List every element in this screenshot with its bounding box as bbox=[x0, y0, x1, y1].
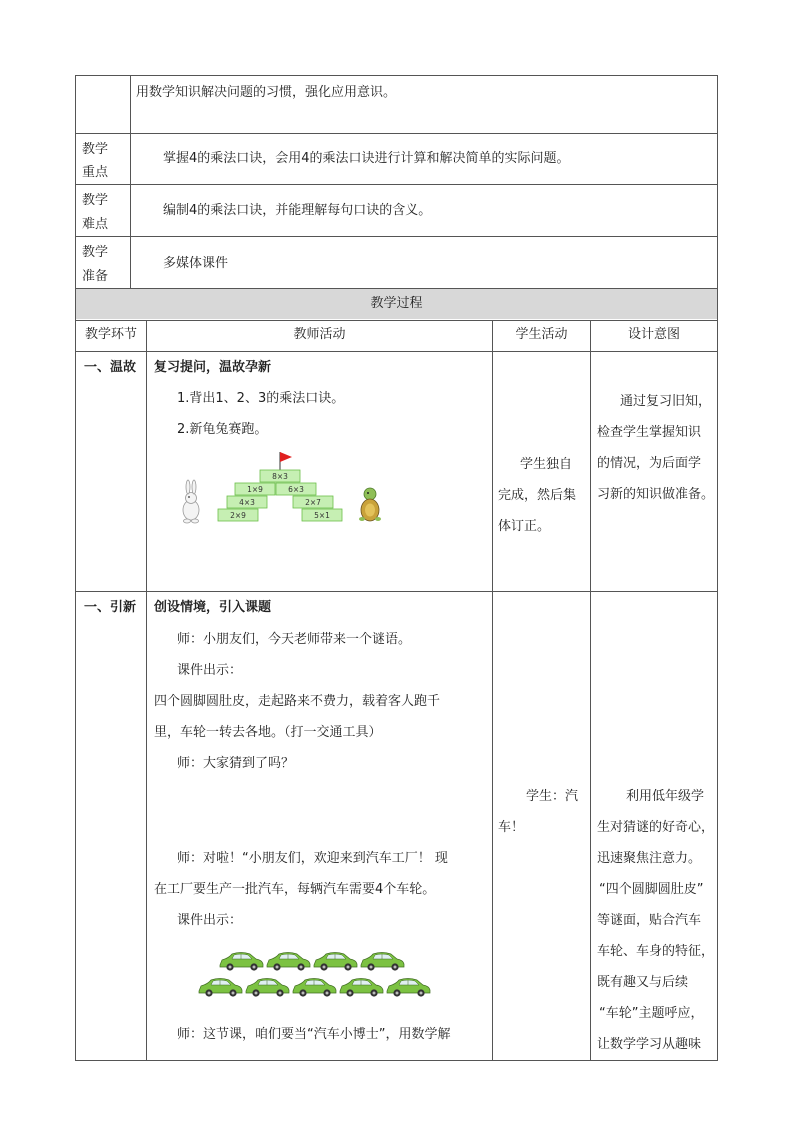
grid-line bbox=[75, 184, 718, 185]
section1-student-2: 完成，然后集 bbox=[498, 488, 577, 503]
turtle-icon bbox=[359, 488, 381, 521]
section2-student-2: 车！ bbox=[498, 820, 525, 835]
section1-title: 复习提问，温故孕新 bbox=[154, 360, 272, 375]
section1-intent-1: 通过复习旧知， bbox=[620, 394, 712, 409]
col-header-stage: 教学环节 bbox=[84, 327, 137, 342]
section1-item-2: 2.新龟兔赛跑。 bbox=[177, 422, 268, 437]
grid-line bbox=[75, 1060, 718, 1061]
difficulties-text: 编制4的乘法口诀，并能理解每句口诀的含义。 bbox=[163, 203, 432, 218]
pyramid-label: 4×3 bbox=[239, 498, 255, 507]
car-icon bbox=[199, 979, 242, 997]
pyramid-label: 5×1 bbox=[314, 511, 330, 520]
section2-intent-7: 既有趣又与后续 bbox=[597, 975, 689, 990]
section2-intent-5: 等谜面，贴合汽车 bbox=[597, 913, 702, 928]
difficulties-label-2: 难点 bbox=[82, 217, 109, 232]
section2-line-3: 四个圆脚圆肚皮，走起路来不费力，载着客人跑千 bbox=[154, 694, 441, 709]
grid-line bbox=[492, 320, 493, 1061]
car-icon bbox=[340, 979, 383, 997]
section1-student-3: 体订正。 bbox=[498, 519, 551, 534]
preparation-text: 多媒体课件 bbox=[163, 256, 229, 271]
flag-icon bbox=[280, 452, 292, 462]
preparation-label-1: 教学 bbox=[82, 245, 109, 260]
section1-item-1: 1.背出1、2、3的乘法口诀。 bbox=[177, 391, 345, 406]
col-header-intent: 设计意图 bbox=[627, 327, 680, 342]
car-icon bbox=[293, 979, 336, 997]
key-points-label-1: 教学 bbox=[82, 142, 109, 157]
section2-line-5: 师：大家猜到了吗？ bbox=[177, 756, 295, 771]
pyramid-label: 2×9 bbox=[230, 511, 246, 520]
grid-line bbox=[717, 75, 718, 1061]
difficulties-label-1: 教学 bbox=[82, 193, 109, 208]
section2-intent-6: 车轮、车身的特征， bbox=[597, 944, 715, 959]
race-diagram bbox=[176, 448, 392, 528]
section1-intent-2: 检查学生掌握知识 bbox=[597, 425, 702, 440]
rabbit-icon bbox=[183, 480, 199, 523]
section2-intent-4: “四个圆脚圆肚皮” bbox=[599, 882, 704, 897]
section2-intent-1: 利用低年级学 bbox=[626, 789, 705, 804]
section2-intent-3: 迅速聚焦注意力。 bbox=[597, 851, 702, 866]
section2-stage: 一、引新 bbox=[84, 600, 137, 615]
grid-line bbox=[146, 320, 147, 1061]
car-icon bbox=[314, 953, 357, 971]
col-header-teacher: 教师活动 bbox=[293, 327, 346, 342]
col-header-student: 学生活动 bbox=[515, 327, 568, 342]
car-icon bbox=[361, 953, 404, 971]
pyramid-label: 8×3 bbox=[272, 472, 288, 481]
grid-line bbox=[75, 75, 76, 1061]
section2-intent-2: 生对猜谜的好奇心， bbox=[597, 820, 715, 835]
section2-line-7: 在工厂要生产一批汽车，每辆汽车需要4个车轮。 bbox=[154, 882, 436, 897]
grid-line bbox=[75, 591, 718, 592]
section2-intent-9: 让数学学习从趣味 bbox=[597, 1037, 702, 1052]
grid-line bbox=[75, 236, 718, 237]
car-icon bbox=[246, 979, 289, 997]
section2-line-1: 师：小朋友们，今天老师带来一个谜语。 bbox=[177, 632, 412, 647]
key-points-text: 掌握4的乘法口诀，会用4的乘法口诀进行计算和解决简单的实际问题。 bbox=[163, 151, 570, 166]
multiplication-pyramid bbox=[218, 470, 342, 521]
grid-line bbox=[590, 320, 591, 1061]
section1-student-1: 学生独自 bbox=[520, 457, 573, 472]
car-icon bbox=[267, 953, 310, 971]
grid-line bbox=[130, 75, 131, 288]
key-points-label-2: 重点 bbox=[82, 165, 109, 180]
grid-line bbox=[75, 351, 718, 352]
pyramid-label: 1×9 bbox=[247, 485, 263, 494]
section2-title: 创设情境，引入课题 bbox=[154, 600, 272, 615]
section2-line-2: 课件出示： bbox=[177, 663, 243, 678]
section1-intent-4: 习新的知识做准备。 bbox=[597, 487, 715, 502]
pyramid-label: 2×7 bbox=[305, 498, 321, 507]
pyramid-label: 6×3 bbox=[288, 485, 304, 494]
grid-line bbox=[75, 75, 718, 76]
section2-student-1: 学生：汽 bbox=[526, 789, 579, 804]
section1-stage: 一、温故 bbox=[84, 360, 137, 375]
process-header: 教学过程 bbox=[370, 296, 423, 311]
top-row-text: 用数学知识解决问题的习惯，强化应用意识。 bbox=[136, 85, 397, 100]
section2-line-4: 里，车轮一转去各地。（打一交通工具） bbox=[154, 725, 382, 740]
car-icon bbox=[220, 953, 263, 971]
section1-intent-3: 的情况，为后面学 bbox=[597, 456, 702, 471]
grid-line bbox=[75, 288, 718, 289]
section2-line-8: 课件出示： bbox=[177, 913, 243, 928]
section2-line-9: 师：这节课，咱们要当“汽车小博士”，用数学解 bbox=[177, 1027, 451, 1042]
preparation-label-2: 准备 bbox=[82, 269, 109, 284]
grid-line bbox=[75, 133, 718, 134]
section2-intent-8: “车轮”主题呼应， bbox=[599, 1006, 704, 1021]
cars-illustration bbox=[195, 946, 435, 1004]
grid-line bbox=[75, 320, 718, 321]
section2-line-6: 师：对啦！“小朋友们，欢迎来到汽车工厂！ 现 bbox=[177, 851, 448, 866]
car-icon bbox=[387, 979, 430, 997]
